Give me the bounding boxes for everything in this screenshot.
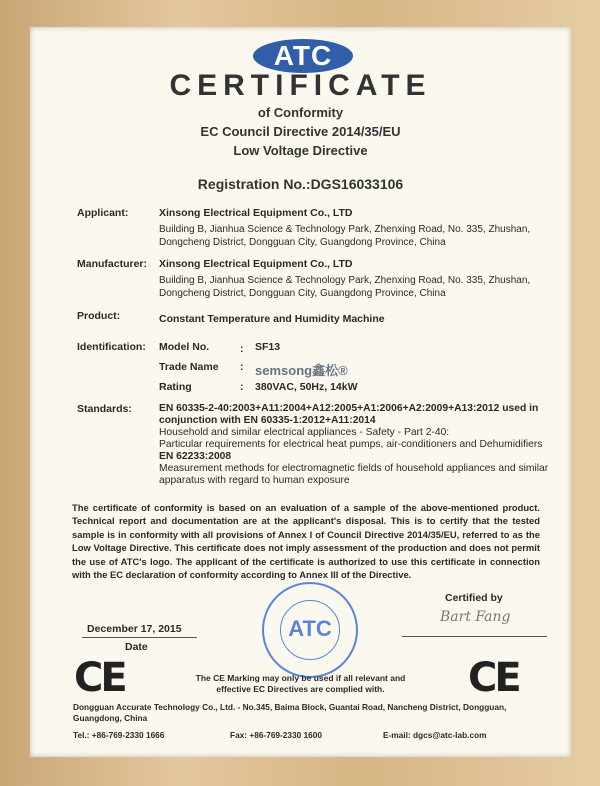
certificate-title: CERTIFICATE xyxy=(169,69,432,102)
conformity-statement: The certificate of conformity is based on an evaluation of a sample of the above-mentioned product. Technical report and documentation are at the applicant's disposal. This is to certify that the tested sample is in conformity with all provisions of Annex I of Council Directive 2014/35/EU, referred to as the Low Voltage Directive. This certificate does not imply assessment of the production and does not permit the use of ATC's logo. The applicant of the certificate is authorized to use this certificate in connection with the EC declaration of conformity according to Annex III of the Directive. xyxy=(72,502,540,581)
ce-mark-right: CE xyxy=(468,655,519,701)
manufacturer-label: Manufacturer: xyxy=(77,258,148,270)
applicant-address-2: Dongcheng District, Dongguan City, Guangdong Province, China xyxy=(159,237,446,248)
rating-value: 380VAC, 50Hz, 14kW xyxy=(255,381,358,393)
subtitle-1: of Conformity xyxy=(257,105,344,120)
applicant-name: Xinsong Electrical Equipment Co., LTD xyxy=(159,207,353,219)
standard-line: Particular requirements for electrical heat pumps, air-conditioners and Dehumidifiers xyxy=(159,439,543,450)
standard-line: EN 60335-2-40:2003+A11:2004+A12:2005+A1:2006+A2:2009+A13:2012 used in xyxy=(159,403,539,414)
subtitle-2: EC Council Directive 2014/35/EU xyxy=(200,124,401,139)
manufacturer-name: Xinsong Electrical Equipment Co., LTD xyxy=(159,258,353,270)
footer-tel: Tel.: +86-769-2330 1666 xyxy=(73,730,165,740)
manufacturer-address-2: Dongcheng District, Dongguan City, Guangdong Province, China xyxy=(159,288,446,299)
standard-line: EN 62233:2008 xyxy=(159,451,232,462)
standard-line: Measurement methods for electromagnetic fields of household appliances and similar xyxy=(159,463,549,474)
product-value: Constant Temperature and Humidity Machine xyxy=(159,313,385,325)
signature-line xyxy=(402,636,547,637)
applicant-address-1: Building B, Jianhua Science & Technology Park, Zhenxing Road, No. 335, Zhushan, xyxy=(159,224,531,235)
ce-note-1: The CE Marking may only be used if all relevant and xyxy=(195,673,406,683)
atc-approved-stamp xyxy=(262,582,358,678)
applicant-label: Applicant: xyxy=(77,207,129,219)
certified-by-label: Certified by xyxy=(445,592,503,604)
identification-label: Identification: xyxy=(77,341,146,353)
date-line xyxy=(82,637,197,638)
footer-address-1: Dongguan Accurate Technology Co., Ltd. - No.345, Baima Block, Guantai Road, Nancheng District, Dongguan, xyxy=(73,702,507,712)
footer-email: E-mail: dgcs@atc-lab.com xyxy=(383,730,487,740)
subtitle-3: Low Voltage Directive xyxy=(233,143,368,158)
colon: : xyxy=(240,361,244,373)
date-label: Date xyxy=(125,641,148,653)
date-value: December 17, 2015 xyxy=(87,623,182,635)
standard-line: apparatus with regard to human exposure xyxy=(159,475,350,486)
stamp-center: ATC xyxy=(280,600,340,660)
registration-number: Registration No.:DGS16033106 xyxy=(197,176,404,192)
ce-mark-left: CE xyxy=(74,655,125,701)
colon: : xyxy=(240,381,244,393)
standards-label: Standards: xyxy=(77,403,132,415)
product-label: Product: xyxy=(77,310,121,322)
atc-logo: ATC xyxy=(253,39,353,73)
standard-line: Household and similar electrical appliances - Safety - Part 2-40: xyxy=(159,427,450,438)
footer-address-2: Guangdong, China xyxy=(73,713,148,723)
trade-name-label: Trade Name xyxy=(159,361,219,373)
ce-note-2: effective EC Directives are complied with. xyxy=(216,684,385,694)
model-value: SF13 xyxy=(255,341,281,353)
trade-name-value: semsong鑫松® xyxy=(255,363,348,378)
rating-label: Rating xyxy=(159,381,192,393)
signature: Bart Fang xyxy=(440,609,511,625)
certificate-paper xyxy=(30,27,571,757)
footer-fax: Fax: +86-769-2330 1600 xyxy=(230,730,323,740)
colon: : xyxy=(240,343,244,355)
standard-line: conjunction with EN 60335-1:2012+A11:2014 xyxy=(159,415,376,426)
model-label: Model No. xyxy=(159,341,210,353)
manufacturer-address-1: Building B, Jianhua Science & Technology Park, Zhenxing Road, No. 335, Zhushan, xyxy=(159,275,531,286)
